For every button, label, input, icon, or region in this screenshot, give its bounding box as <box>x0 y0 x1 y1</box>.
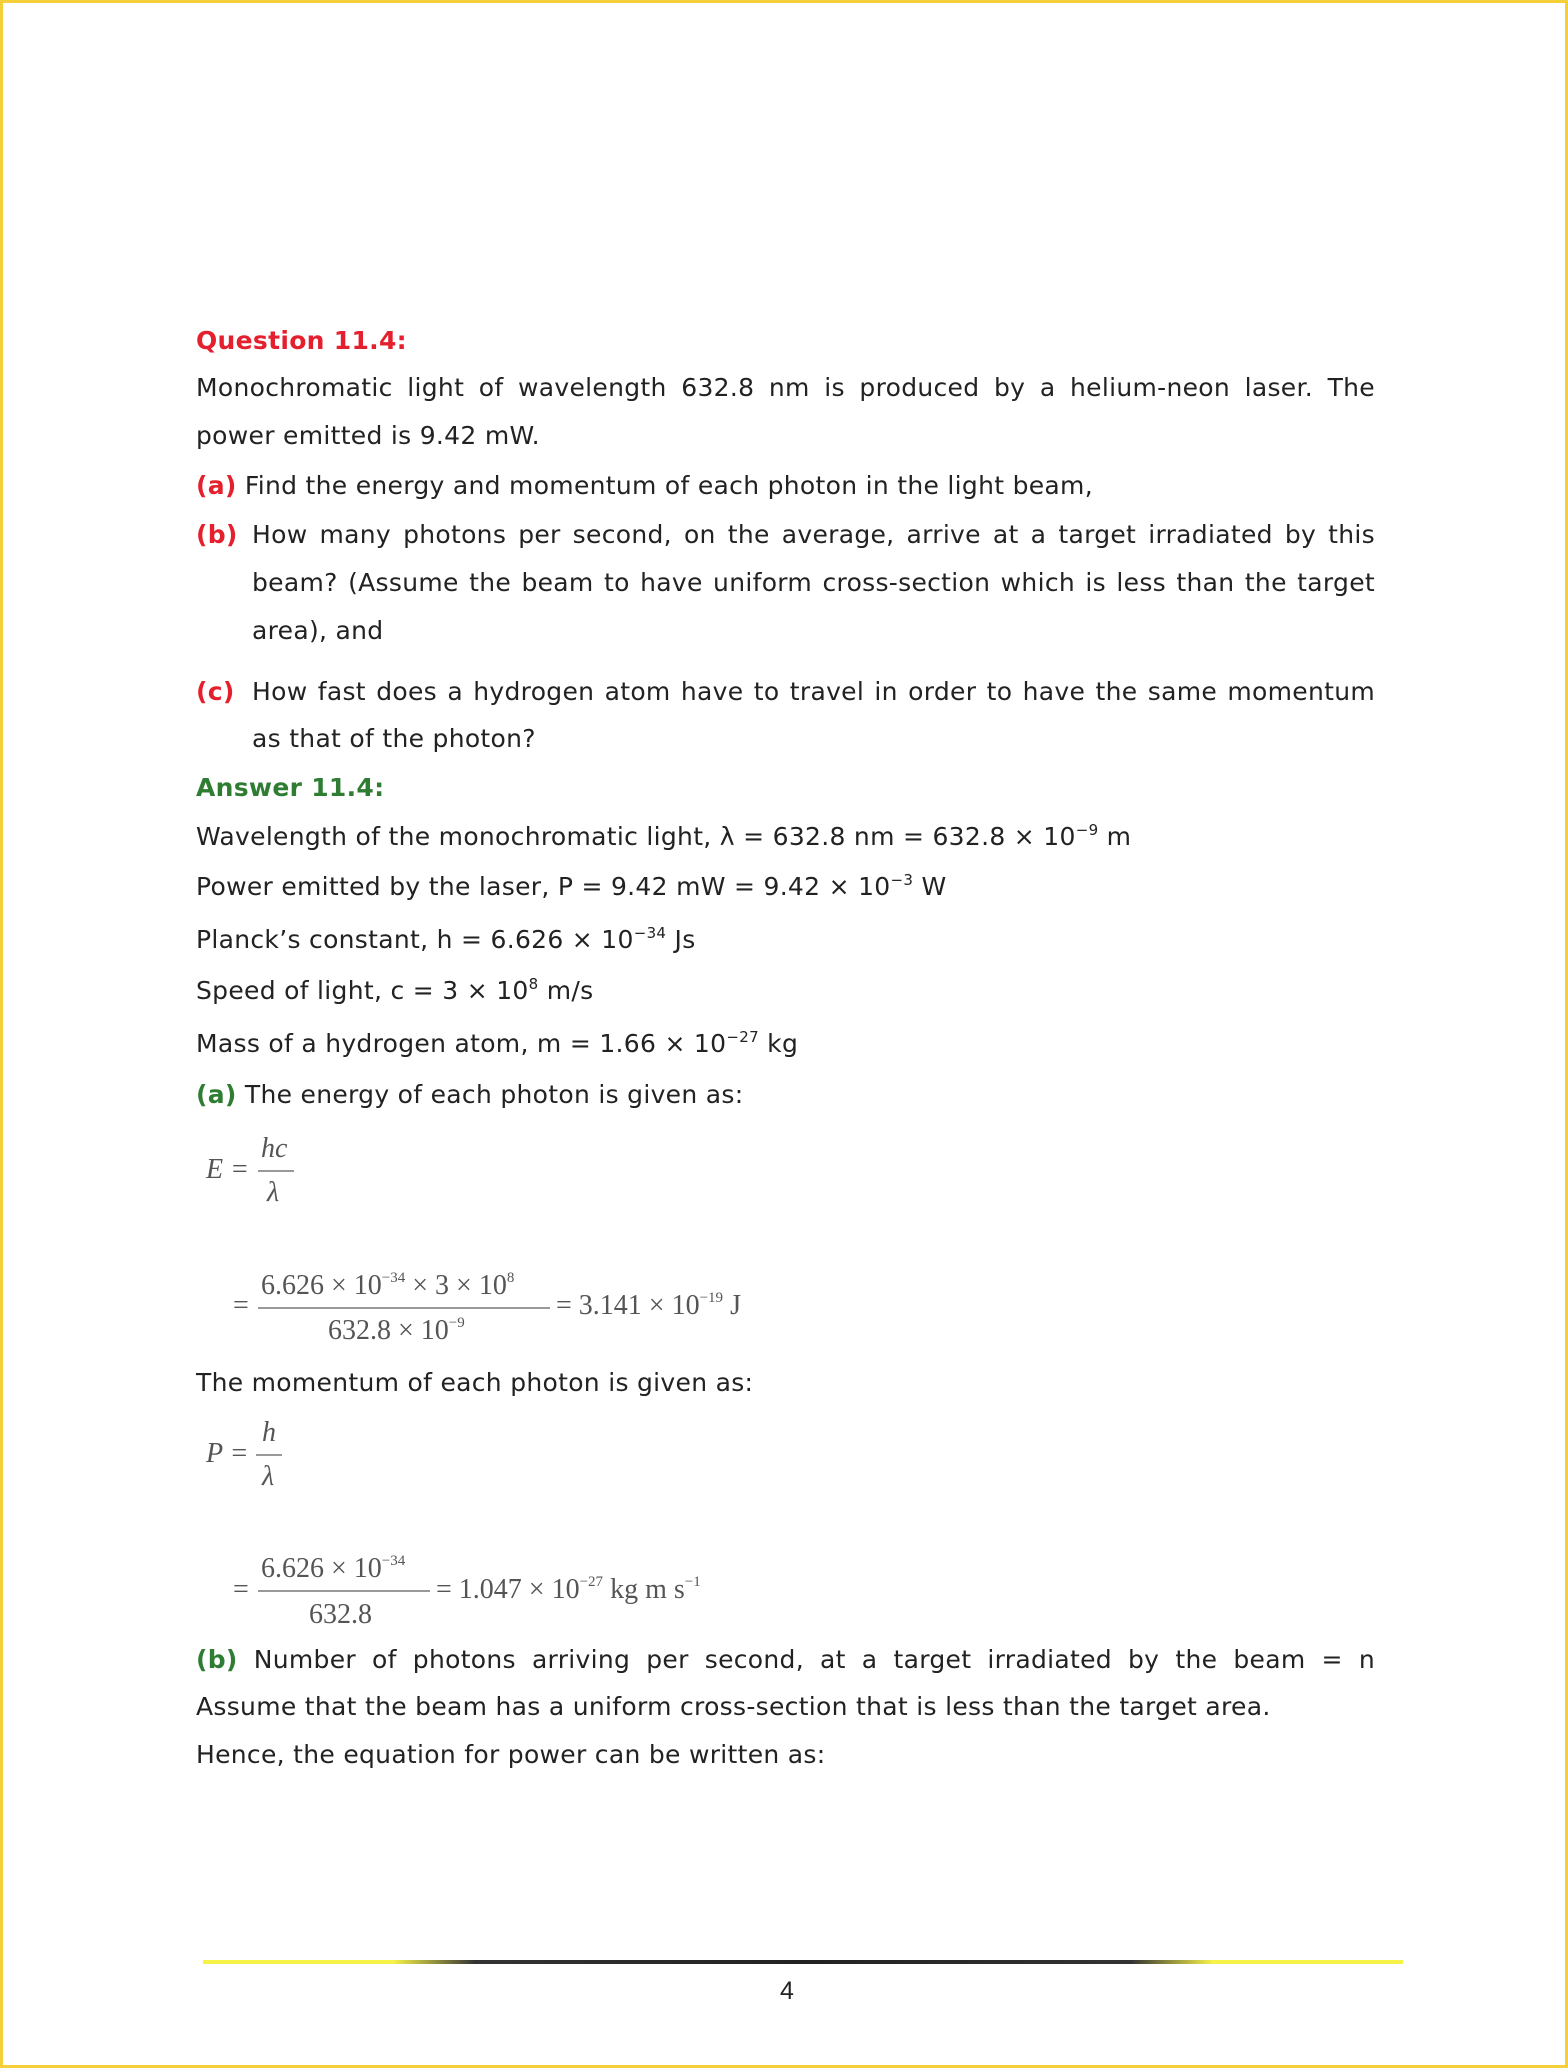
eq-lhs: P = <box>206 1438 249 1469</box>
part-text: How fast does a hydrogen atom have to travel in order to have the same momentum <box>252 677 1375 706</box>
question-text: Monochromatic light of wavelength 632.8 nm is produced by a helium-neon laser. The <box>196 373 1375 402</box>
question-title: Question 11.4: <box>196 326 407 355</box>
part-label: (a) <box>196 1080 237 1109</box>
momentum-text: The momentum of each photon is given as: <box>196 1368 754 1397</box>
exponent: −9 <box>1075 821 1099 839</box>
eq-sign: = <box>233 1574 249 1605</box>
eq-denominator: $632.8 \times 10^{-9}$ <box>328 1315 465 1346</box>
part-text: Number of photons arriving per second, at a target irradiated by the beam = n <box>253 1645 1375 1674</box>
exponent: 8 <box>528 975 539 993</box>
eq-denominator: 632.8 <box>309 1599 372 1630</box>
given-line <box>196 872 1375 902</box>
given-line <box>196 976 1375 1006</box>
footer-divider-accent <box>393 1960 1213 1964</box>
exponent: −34 <box>633 924 667 942</box>
unit: m <box>1098 822 1132 851</box>
answer-text: Assume that the beam has a uniform cross-section that is less than the target area. <box>196 1692 1271 1721</box>
given-text: Power emitted by the laser, P = 9.42 mW = 9.42 × 10 <box>196 872 891 901</box>
part-text: Find the energy and momentum of each photon in the light beam, <box>244 471 1093 500</box>
answer-text: Hence, the equation for power can be written as: <box>196 1740 826 1769</box>
given-text: Wavelength of the monochromatic light, λ = 632.8 nm = 632.8 × 10 <box>196 822 1076 851</box>
eq-lhs: E = <box>206 1154 249 1185</box>
unit: W <box>913 872 947 901</box>
eq-sign: = <box>233 1290 249 1321</box>
eq-denominator: λ <box>262 1461 275 1492</box>
given-line <box>196 1029 1375 1059</box>
eq-result: = $1.047 \times 10^{-27}$ kg m $s^{-1}$ <box>436 1574 701 1605</box>
part-label-c <box>196 677 256 707</box>
unit: kg <box>758 1029 799 1058</box>
question-part-a <box>196 471 1375 501</box>
exponent: −3 <box>890 871 914 889</box>
eq-numerator: $6.626 \times 10^{-34} \times 3 \times 10^8$ <box>261 1270 515 1301</box>
answer-title: Answer 11.4: <box>196 773 385 802</box>
given-text: Mass of a hydrogen atom, m = 1.66 × 10 <box>196 1029 727 1058</box>
answer-part-a <box>196 1080 1375 1110</box>
part-label: (c) <box>196 677 235 706</box>
eq-numerator: hc <box>261 1133 288 1164</box>
part-label: (b) <box>196 520 238 549</box>
eq-result: = $3.141 \times 10^{-19}$ J <box>556 1290 741 1321</box>
part-text: area), and <box>252 616 384 645</box>
unit: m/s <box>538 976 594 1005</box>
page-number: 4 <box>780 1977 794 2005</box>
part-label: (b) <box>196 1645 238 1674</box>
unit: Js <box>666 925 696 954</box>
given-line <box>196 925 1375 955</box>
part-text: How many photons per second, on the average, arrive at a target irradiated by this <box>252 520 1375 549</box>
eq-numerator: $6.626 \times 10^{-34}$ <box>261 1553 406 1584</box>
answer-part-b <box>196 1645 1375 1675</box>
given-text: Planck’s constant, h = 6.626 × 10 <box>196 925 634 954</box>
eq-numerator: h <box>262 1417 276 1448</box>
question-text: power emitted is 9.42 mW. <box>196 421 540 450</box>
part-label-b <box>196 520 256 550</box>
given-text: Speed of light, c = 3 × 10 <box>196 976 529 1005</box>
eq-denominator: λ <box>267 1177 280 1208</box>
given-line <box>196 822 1375 852</box>
part-label: (a) <box>196 471 237 500</box>
exponent: −27 <box>726 1028 759 1046</box>
part-text: beam? (Assume the beam to have uniform cross-section which is less than the target <box>252 568 1375 597</box>
part-text: as that of the photon? <box>252 724 536 753</box>
part-text: The energy of each photon is given as: <box>244 1080 744 1109</box>
